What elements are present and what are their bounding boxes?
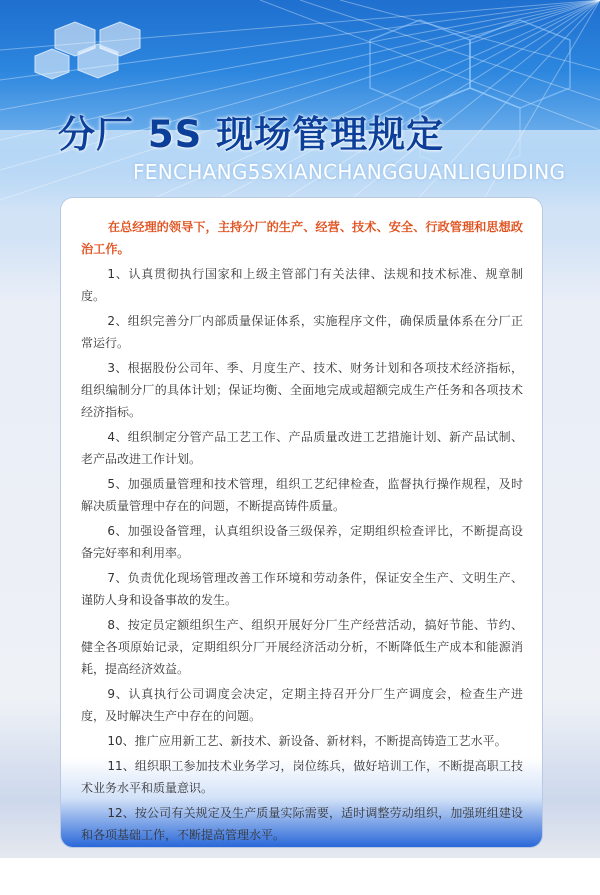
intro-paragraph: 在总经理的领导下，主持分厂的生产、经营、技术、安全、行政管理和思想政治工作。 [81,220,523,256]
page-title: 分厂 5S 现场管理规定 [58,113,445,156]
clause-item: 1、认真贯彻执行国家和上级主管部门有关法律、法规和技术标准、规章制度。 [81,267,523,303]
page-subtitle-pinyin: FENCHANG5SXIANCHANGGUANLIGUIDING [133,160,566,184]
clause-item: 11、组织职工参加技术业务学习，岗位练兵，做好培训工作，不断提高职工技术业务水平和质量意识。 [81,759,523,795]
clause-item: 3、根据股份公司年、季、月度生产、技术、财务计划和各项技术经济指标，组织编制分厂的具体计划；保证均衡、全面地完成或超额完成生产任务和各项技术经济指标。 [81,361,523,419]
clause-item: 10、推广应用新工艺、新技术、新设备、新材料，不断提高铸造工艺水平。 [107,734,507,748]
clause-item: 7、负责优化现场管理改善工作环境和劳动条件，保证安全生产、文明生产、谨防人身和设备事故的发生。 [81,571,523,607]
bottom-margin [0,858,600,895]
clause-item: 5、加强质量管理和技术管理，组织工艺纪律检查，监督执行操作规程，及时解决质量管理中存在的问题，不断提高铸件质量。 [81,477,523,513]
clause-item: 8、按定员定额组织生产、组织开展好分厂生产经营活动，搞好节能、节约、健全各项原始记录，定期组织分厂开展经济活动分析，不断降低生产成本和能源消耗，提高经济效益。 [81,618,523,676]
content-body [81,216,523,849]
content-panel [61,198,542,847]
clause-item: 2、组织完善分厂内部质量保证体系，实施程序文件，确保质量体系在分厂正常运行。 [81,314,523,350]
clause-item: 6、加强设备管理，认真组织设备三级保养，定期组织检查评比，不断提高设备完好率和利用率。 [81,524,523,560]
clause-item: 4、组织制定分管产品工艺工作、产品质量改进工艺措施计划、新产品试制、老产品改进工作计划。 [81,430,523,466]
clause-item: 9、认真执行公司调度会决定，定期主持召开分厂生产调度会，检查生产进度，及时解决生产中存在的问题。 [81,687,523,723]
hexagon-decoration [35,22,140,79]
clause-item: 12、按公司有关规定及生产质量实际需要，适时调整劳动组织，加强班组建设和各项基础工作，不断提高管理水平。 [81,806,523,842]
